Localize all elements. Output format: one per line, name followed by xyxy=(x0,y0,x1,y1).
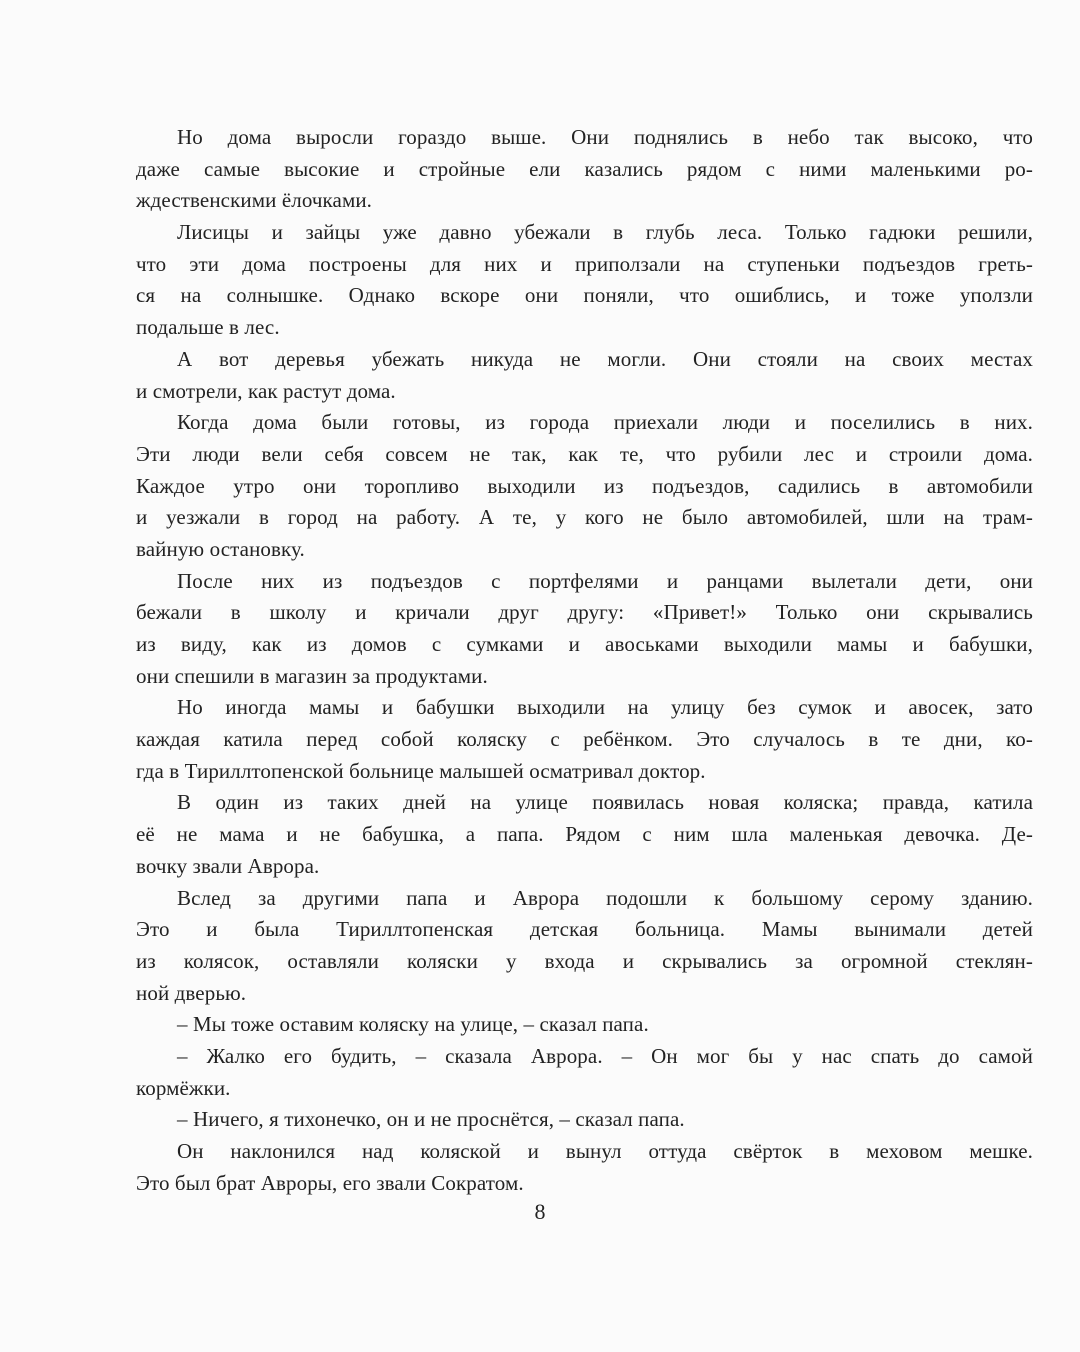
text-line: гда в Тириллтопенской больнице малышей осматривал доктор. xyxy=(136,758,706,783)
text-line: вайную остановку. xyxy=(136,536,305,561)
text-line: её не мама и не бабушка, а папа. Рядом с ним шла маленькая девочка. Де- xyxy=(136,822,1033,847)
page-number: 8 xyxy=(534,1199,546,1224)
text-line: кормёжки. xyxy=(136,1075,231,1100)
text-line: Лисицы и зайцы уже давно убежали в глубь леса. Только гадюки решили, xyxy=(177,220,1033,245)
text-line: из виду, как из домов с сумками и авоськами выходили мамы и бабушки, xyxy=(136,632,1033,656)
text-line: После них из подъездов с портфелями и ранцами вылетали дети, они xyxy=(177,568,1033,593)
text-line: Каждое утро они торопливо выходили из подъездов, садились в автомобили xyxy=(136,473,1033,498)
text-line: и уезжали в город на работу. А те, у кого не было автомобилей, шли на трам- xyxy=(136,505,1033,530)
text-line: что эти дома построены для них и приползали на ступеньки подъездов греть- xyxy=(136,251,1033,276)
text-line: – Ничего, я тихонечко, он и не проснётся, – сказал папа. xyxy=(177,1107,685,1132)
text-line: А вот деревья убежать никуда не могли. Они стояли на своих местах xyxy=(177,346,1033,371)
body-text xyxy=(136,122,1033,1199)
text-line: даже самые высокие и стройные ели казались рядом с ними маленькими ро- xyxy=(136,156,1033,181)
text-line: Вслед за другими папа и Аврора подошли к большому серому зданию. xyxy=(177,885,1033,910)
text-line: Когда дома были готовы, из города приехали люди и поселились в них. xyxy=(177,410,1033,435)
text-line: Но иногда мамы и бабушки выходили на улицу без сумок и авосек, зато xyxy=(177,695,1033,720)
text-line: В один из таких дней на улице появилась новая коляска; правда, катила xyxy=(177,790,1033,815)
text-line: Это был брат Авроры, его звали Сократом. xyxy=(136,1170,524,1195)
text-line: – Мы тоже оставим коляску на улице, – сказал папа. xyxy=(177,1012,649,1037)
text-line: Он наклонился над коляской и вынул оттуда свёрток в меховом мешке. xyxy=(177,1139,1033,1163)
text-line: ся на солнышке. Однако вскоре они поняли, что ошиблись, и тоже уползли xyxy=(136,283,1033,308)
text-line: – Жалко его будить, – сказала Аврора. – Он мог бы у нас спать до самой xyxy=(177,1043,1033,1068)
text-line: вочку звали Аврора. xyxy=(136,853,320,878)
text-line: Это и была Тириллтопенская детская больница. Мамы вынимали детей xyxy=(136,917,1033,942)
text-line: ждественскими ёлочками. xyxy=(136,188,373,213)
text-line: Но дома выросли гораздо выше. Они поднялись в небо так высоко, что xyxy=(177,125,1033,149)
text-line: Эти люди вели себя совсем не так, как те, что рубили лес и строили дома. xyxy=(136,441,1033,466)
text-line: каждая катила перед собой коляску с ребёнком. Это случалось в те дни, ко- xyxy=(136,727,1033,752)
text-line: бежали в школу и кричали друг другу: «Привет!» Только они скрывались xyxy=(136,600,1033,625)
text-line: и смотрели, как растут дома. xyxy=(136,378,396,403)
text-line: они спешили в магазин за продуктами. xyxy=(136,663,488,688)
text-line: ной дверью. xyxy=(136,980,247,1005)
text-line: подальше в лес. xyxy=(136,315,280,340)
text-line: из колясок, оставляли коляски у входа и скрывались за огромной стеклян- xyxy=(136,948,1033,973)
